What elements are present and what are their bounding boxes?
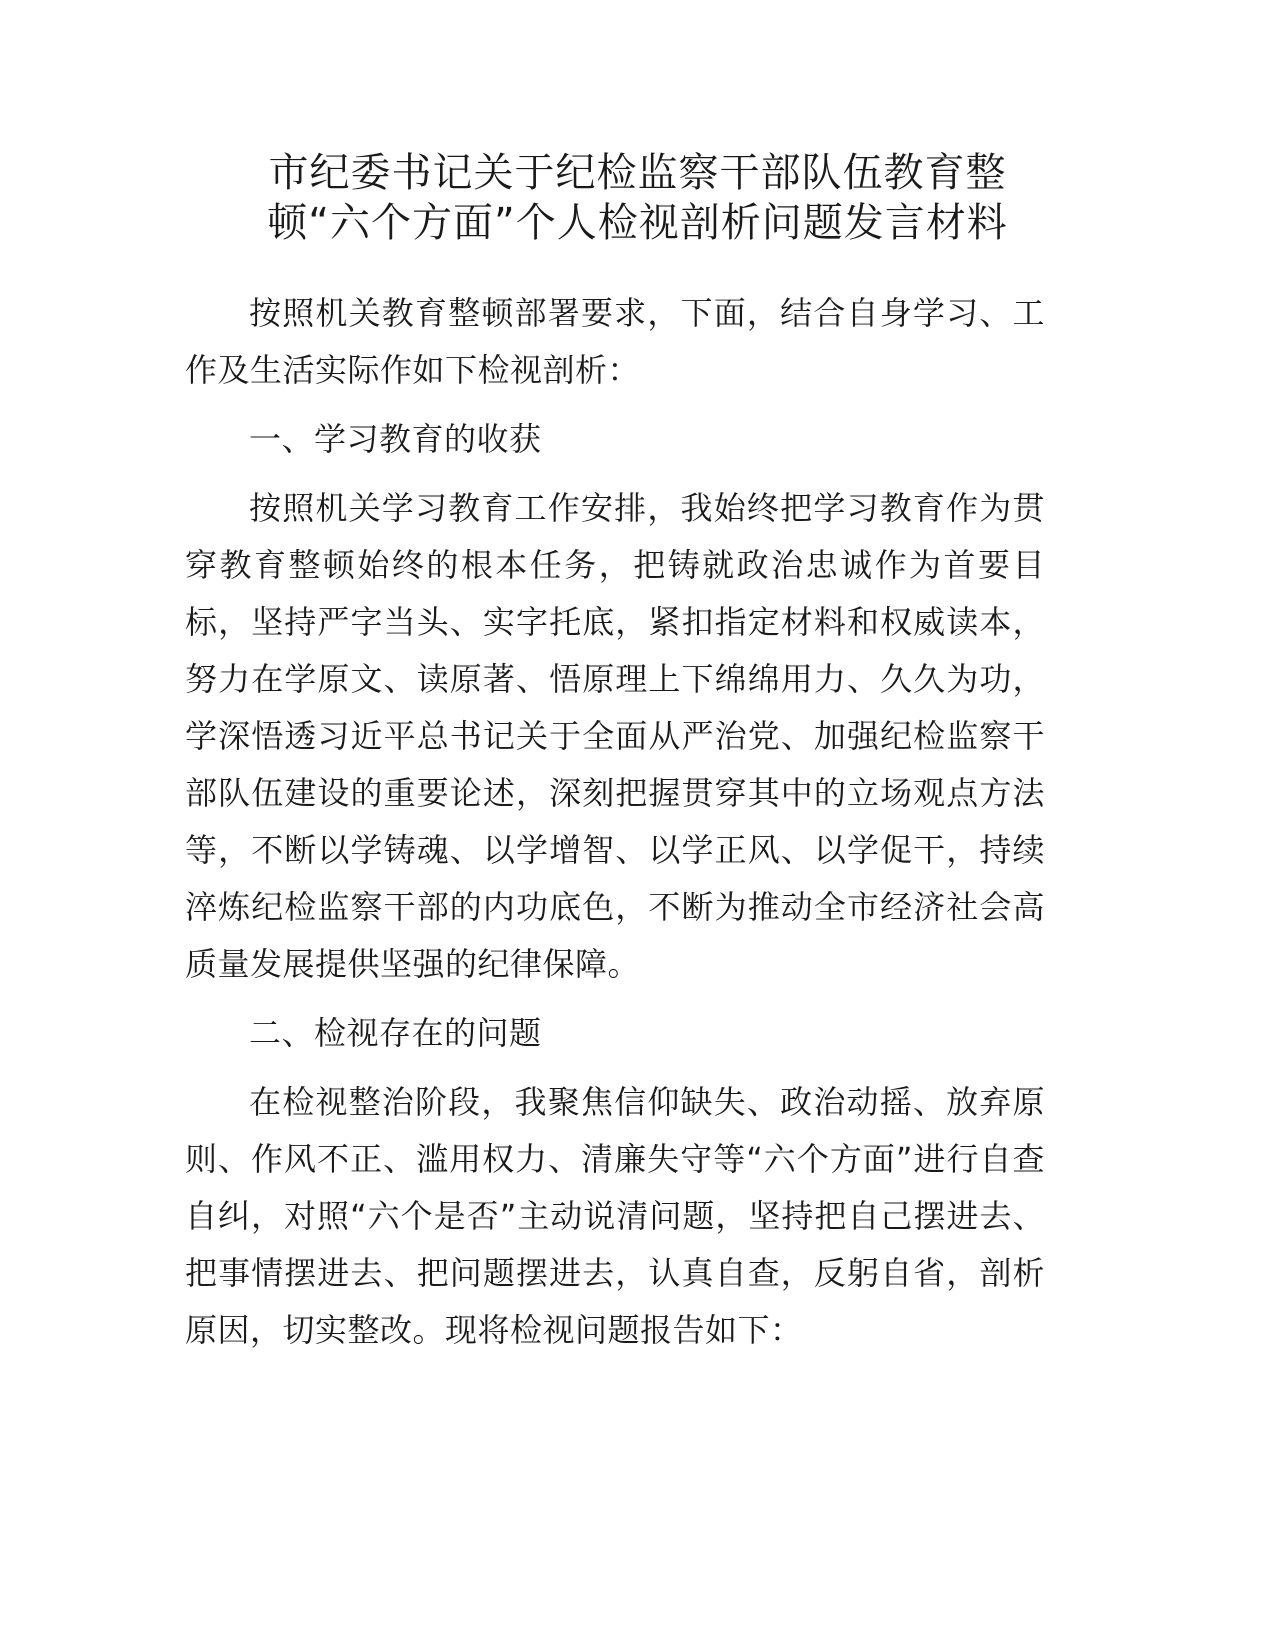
document-body bbox=[185, 285, 1045, 1359]
intro-paragraph: 按照机关教育整顿部署要求，下面，结合自身学习、工作及生活实际作如下检视剖析： bbox=[185, 294, 1045, 389]
section-heading-2: 二、检视存在的问题 bbox=[249, 1014, 542, 1052]
section-heading-1: 一、学习教育的收获 bbox=[249, 420, 542, 458]
title-line-2: 顿“六个方面”个人检视剖析问题发言材料 bbox=[267, 200, 1008, 246]
document-title bbox=[150, 148, 1125, 248]
section-paragraph-2: 在检视整治阶段，我聚焦信仰缺失、政治动摇、放弃原则、作风不正、滥用权力、清廉失守等“六个方面”进行自查自纠，对照“六个是否”主动说清问题，坚持把自己摆进去、把事情摆进去、把问题摆进去，认真自查，反躬自省，剖析原因，切实整改。现将检视问题报告如下： bbox=[185, 1083, 1045, 1349]
section-paragraph-1: 按照机关学习教育工作安排，我始终把学习教育作为贯穿教育整顿始终的根本任务，把铸就政治忠诚作为首要目标，坚持严字当头、实字托底，紧扣指定材料和权威读本，努力在学原文、读原著、悟原理上下绵绵用力、久久为功，学深悟透习近平总书记关于全面从严治党、加强纪检监察干部队伍建设的重要论述，深刻把握贯穿其中的立场观点方法等，不断以学铸魂、以学增智、以学正风、以学促干，持续淬炼纪检监察干部的内功底色，不断为推动全市经济社会高质量发展提供坚强的纪律保障。 bbox=[185, 489, 1045, 983]
title-line-1: 市纪委书记关于纪检监察干部队伍教育整 bbox=[268, 150, 1007, 196]
